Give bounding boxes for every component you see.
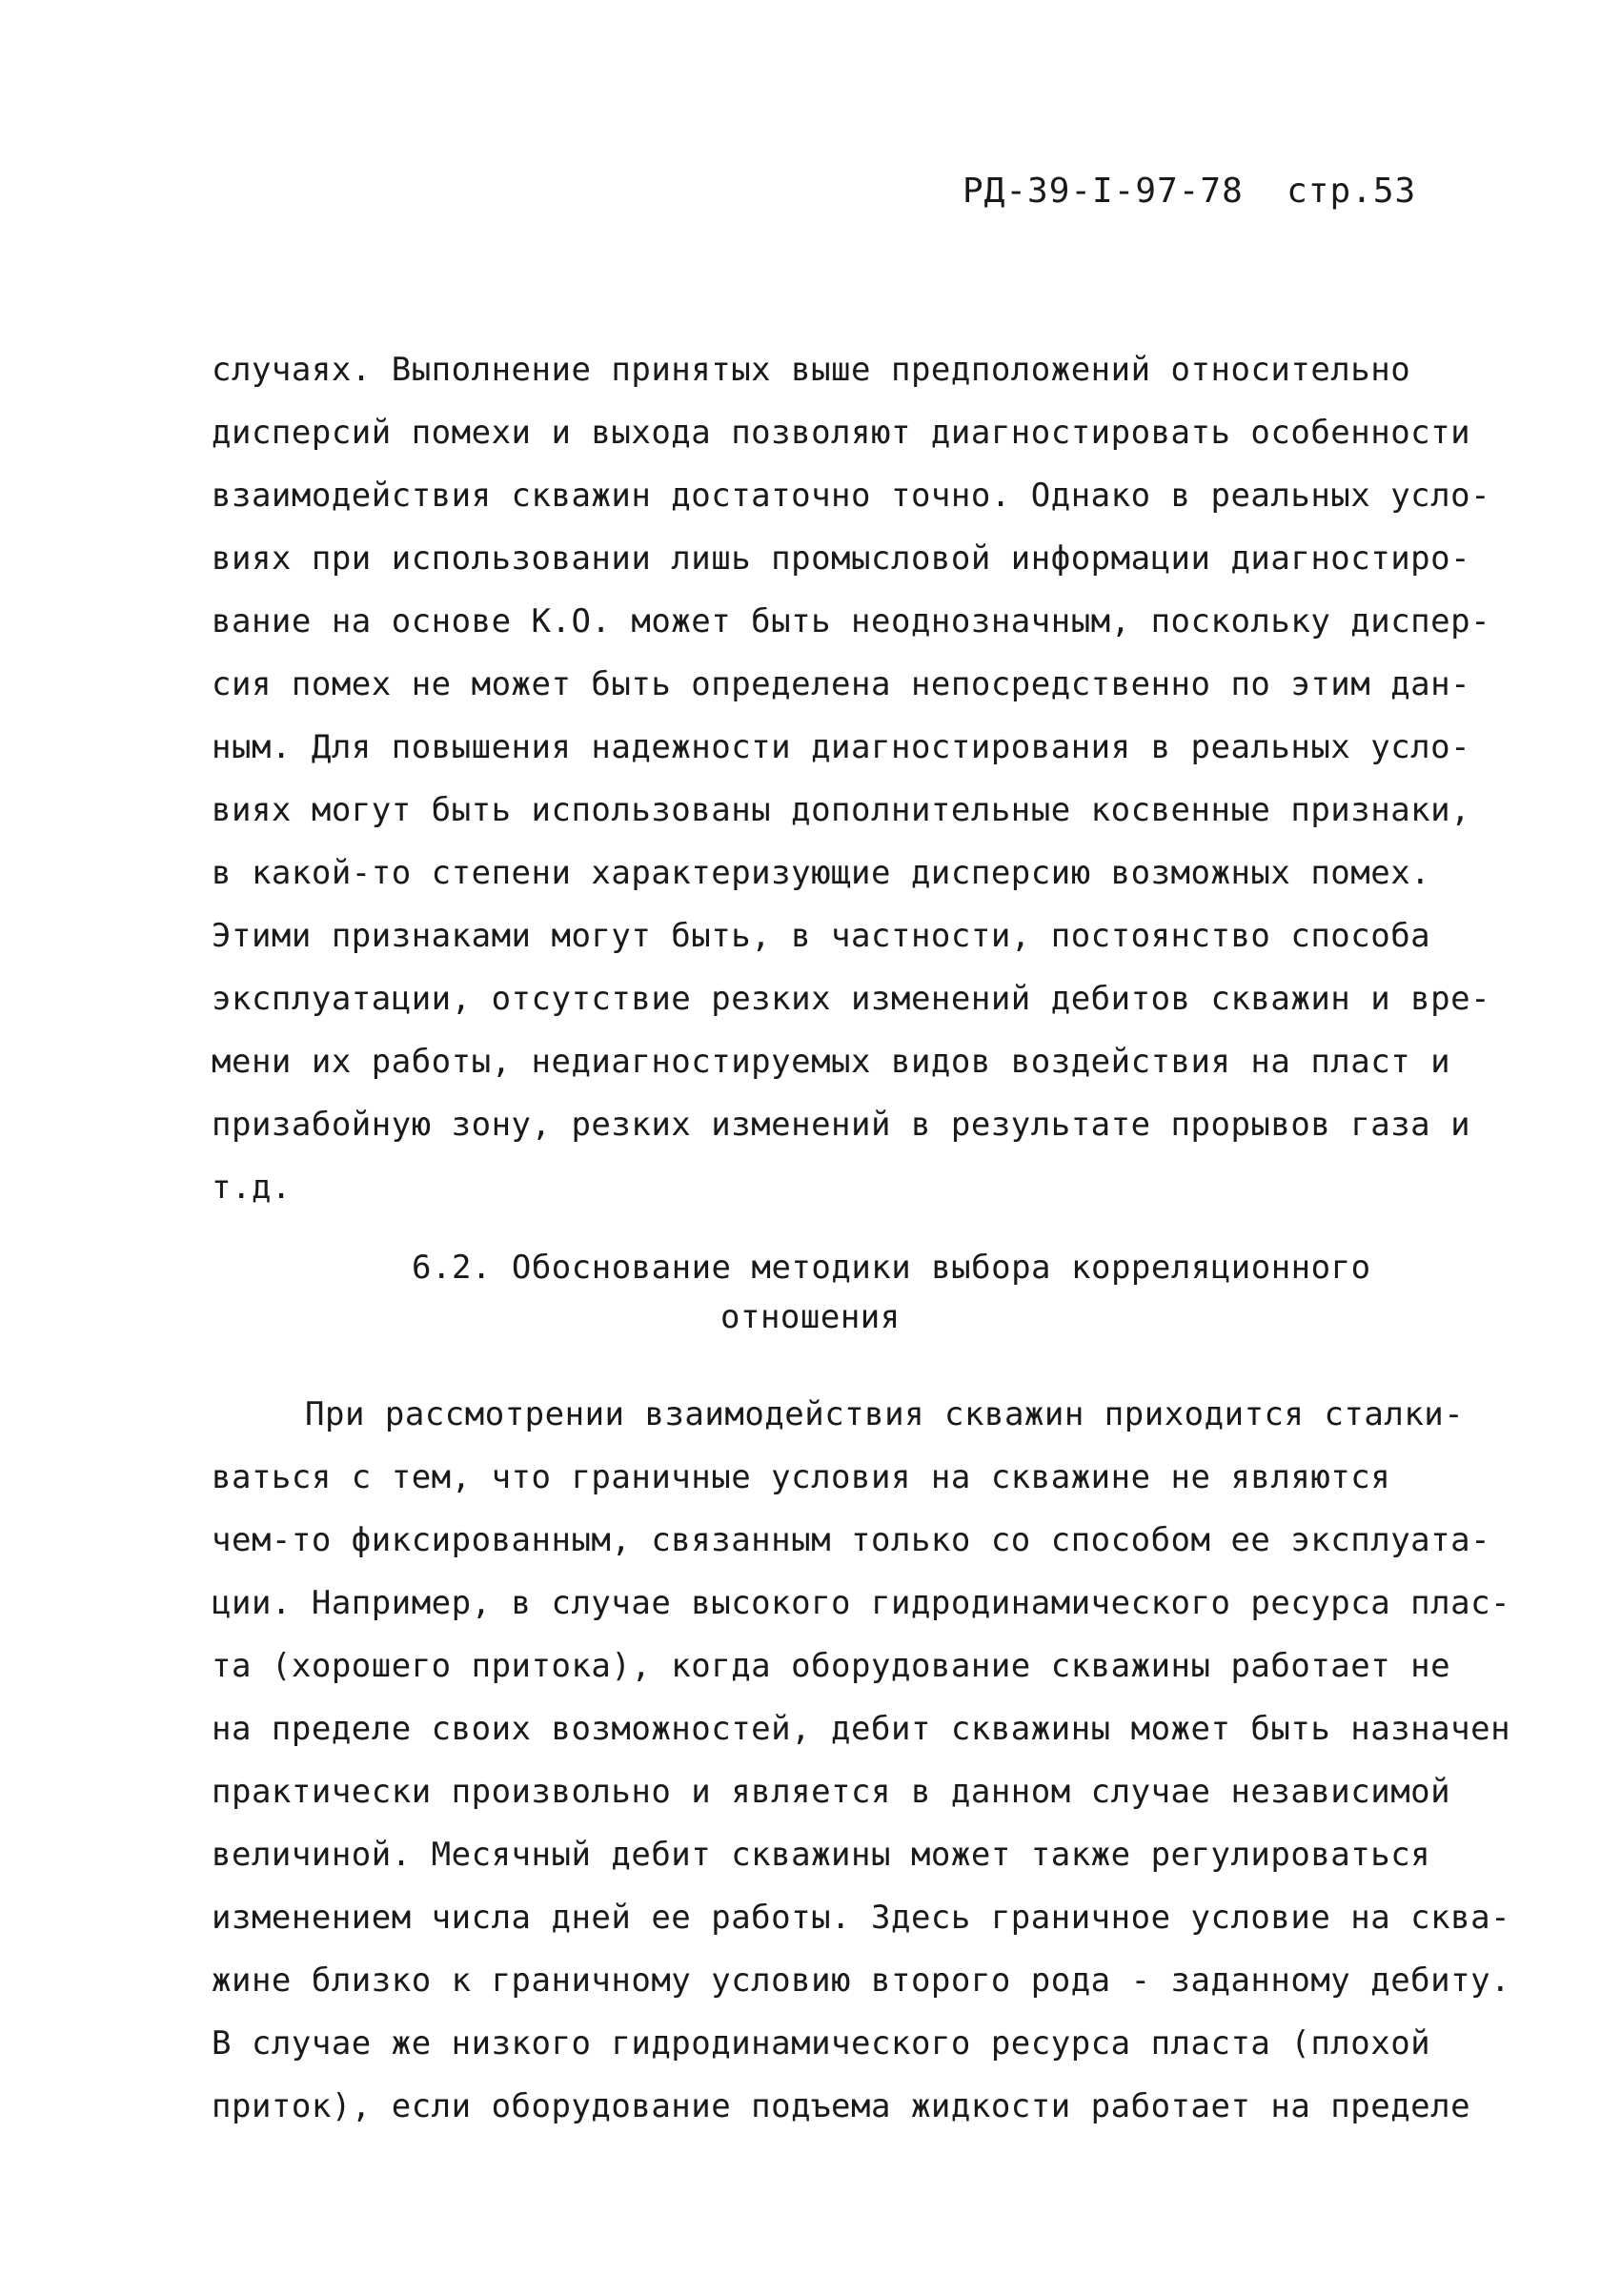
paragraph-line: жине близко к граничному условию второго рода - заданному дебиту. — [212, 1961, 1511, 2000]
section-title: 6.2. Обоснование методики выбора корреляционного — [412, 1249, 1371, 1287]
paragraph-line: изменением числа дней ее работы. Здесь граничное условие на сква- — [212, 1899, 1511, 1937]
paragraph-line: сия помех не может быть определена непосредственно по этим дан- — [212, 665, 1471, 703]
paragraph-line: взаимодействия скважин достаточно точно. Однако в реальных усло- — [212, 477, 1491, 515]
paragraph-line: эксплуатации, отсутствие резких изменений дебитов скважин и вре- — [212, 980, 1491, 1018]
paragraph-line: та (хорошего притока), когда оборудование скважины работает не — [212, 1647, 1451, 1685]
page-number: стр.53 — [1287, 172, 1417, 211]
paragraph-line: призабойную зону, резких изменений в результате прорывов газа и — [212, 1106, 1471, 1144]
paragraph-line: величиной. Месячный дебит скважины может также регулироваться — [212, 1836, 1431, 1874]
paragraph-line: приток), если оборудование подъема жидкости работает на пределе — [212, 2087, 1471, 2125]
paragraph-line: виях могут быть использованы дополнительные косвенные признаки, — [212, 791, 1471, 829]
paragraph-line: практически произвольно и является в данном случае независимой — [212, 1773, 1451, 1811]
paragraph-line: Этими признаками могут быть, в частности, постоянство способа — [212, 917, 1431, 955]
paragraph-line: вание на основе К.О. может быть неоднозначным, поскольку диспер- — [212, 602, 1491, 640]
paragraph-line: на пределе своих возможностей, дебит скважины может быть назначен — [212, 1710, 1511, 1748]
paragraph-line: случаях. Выполнение принятых выше предположений относительно — [212, 351, 1411, 389]
paragraph-line: в какой-то степени характеризующие дисперсию возможных помех. — [212, 854, 1431, 892]
paragraph-line: При рассмотрении взаимодействия скважин приходится сталки- — [305, 1395, 1465, 1433]
paragraph-line: виях при использовании лишь промысловой информации диагностиро- — [212, 539, 1471, 578]
paragraph-line: мени их работы, недиагностируемых видов воздействия на пласт и — [212, 1043, 1451, 1081]
page-header — [962, 172, 1416, 211]
paragraph-line: ным. Для повышения надежности диагностирования в реальных усло- — [212, 728, 1471, 766]
paragraph-line: чем-то фиксированным, связанным только со способом ее эксплуата- — [212, 1521, 1491, 1559]
paragraph-line: т.д. — [212, 1168, 292, 1207]
doc-code: РД-39-I-97-78 — [962, 172, 1244, 211]
paragraph-line: ции. Например, в случае высокого гидродинамического ресурса плас- — [212, 1584, 1511, 1622]
paragraph-line: дисперсий помехи и выхода позволяют диагностировать особенности — [212, 414, 1471, 452]
paragraph-line: В случае же низкого гидродинамического ресурса пласта (плохой — [212, 2024, 1431, 2062]
section-title-continuation: отношения — [720, 1298, 901, 1336]
paragraph-line: ваться с тем, что граничные условия на скважине не являются — [212, 1458, 1391, 1496]
